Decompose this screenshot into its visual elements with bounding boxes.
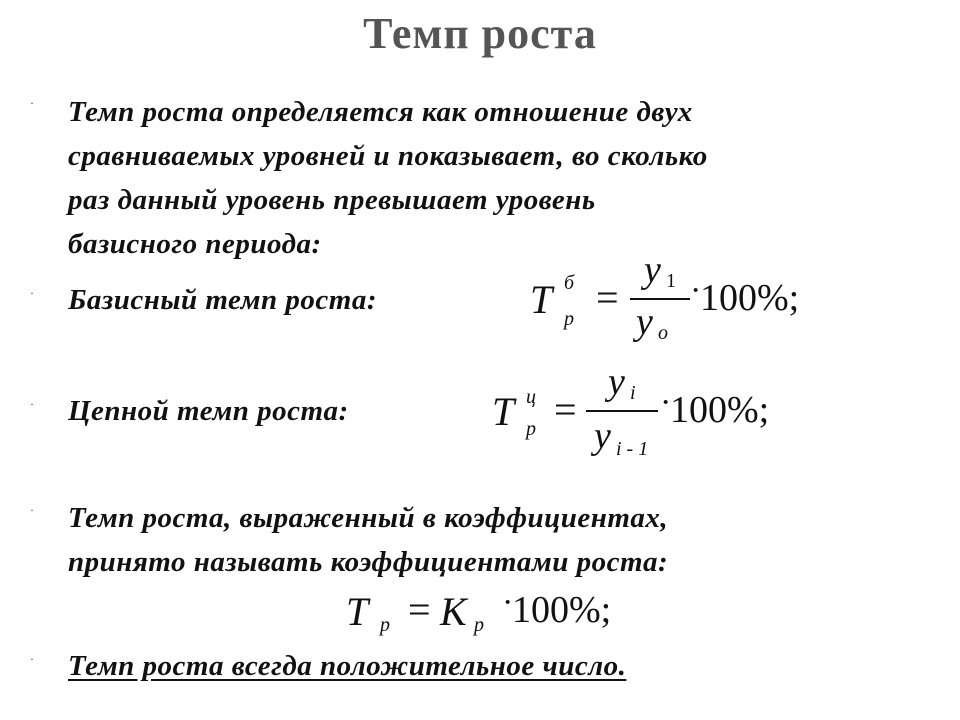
formula-tail: 100%;: [512, 589, 612, 631]
formula-symbol-t: T: [530, 277, 553, 322]
formula-numerator: y: [644, 249, 661, 291]
bullet-marker: ·: [30, 96, 34, 110]
formula-subscript: р: [380, 614, 390, 636]
bullet-marker: ·: [30, 286, 34, 300]
label-chain-growth-rate: Цепной темп роста:: [68, 395, 349, 427]
formula-times: ·: [660, 384, 672, 421]
formula-superscript: ц: [526, 386, 536, 408]
formula-times: ·: [690, 272, 702, 309]
formula-tail: 100%;: [700, 277, 800, 319]
statement-always-positive: Темп роста всегда положительное число.: [68, 650, 627, 682]
formula-symbol-t: T: [346, 589, 369, 634]
formula-symbol-t: T: [492, 389, 515, 434]
formula-denominator: y: [594, 415, 611, 457]
text-line: Темп роста определяется как отношение двух: [68, 96, 693, 128]
formula-k-subscript: р: [474, 614, 484, 636]
formula-times: ·: [502, 584, 514, 621]
text-line: Темп роста, выраженный в коэффициентах,: [68, 502, 669, 534]
formula-numerator-subscript: 1: [666, 270, 676, 292]
formula-denominator: y: [636, 301, 653, 343]
formula-tail: 100%;: [670, 389, 770, 431]
paragraph-growth-coefficients: [68, 496, 668, 584]
formula-basic-growth-rate: [520, 250, 840, 360]
formula-chain-growth-rate: [486, 362, 826, 472]
formula-equals: =: [408, 587, 431, 632]
formula-subscript: р: [526, 418, 536, 440]
formula-equals: =: [554, 387, 577, 432]
bullet-marker: ·: [30, 652, 34, 666]
bullet-marker: ·: [30, 397, 34, 411]
formula-subscript: р: [564, 308, 574, 330]
formula-growth-coefficient: [340, 584, 660, 640]
formula-numerator-subscript: i: [630, 382, 636, 404]
text-line: базисного периода:: [68, 228, 322, 260]
text-line: раз данный уровень превышает уровень: [68, 184, 596, 216]
formula-equals: =: [596, 275, 619, 320]
page-title: Темп роста: [363, 9, 597, 58]
formula-denominator-subscript: i - 1: [616, 438, 649, 460]
formula-denominator-subscript: o: [658, 322, 668, 344]
formula-superscript: б: [564, 272, 575, 294]
formula-numerator: y: [608, 361, 625, 403]
formula-symbol-k: K: [440, 589, 467, 634]
fraction-bar: [586, 410, 658, 412]
text-line: принято называть коэффициентами роста:: [68, 546, 669, 578]
label-basic-growth-rate: Базисный темп роста:: [68, 284, 377, 316]
paragraph-growth-rate-definition: [68, 90, 708, 266]
bullet-marker: ·: [30, 503, 34, 517]
text-line: сравниваемых уровней и показывает, во сколько: [68, 140, 708, 172]
